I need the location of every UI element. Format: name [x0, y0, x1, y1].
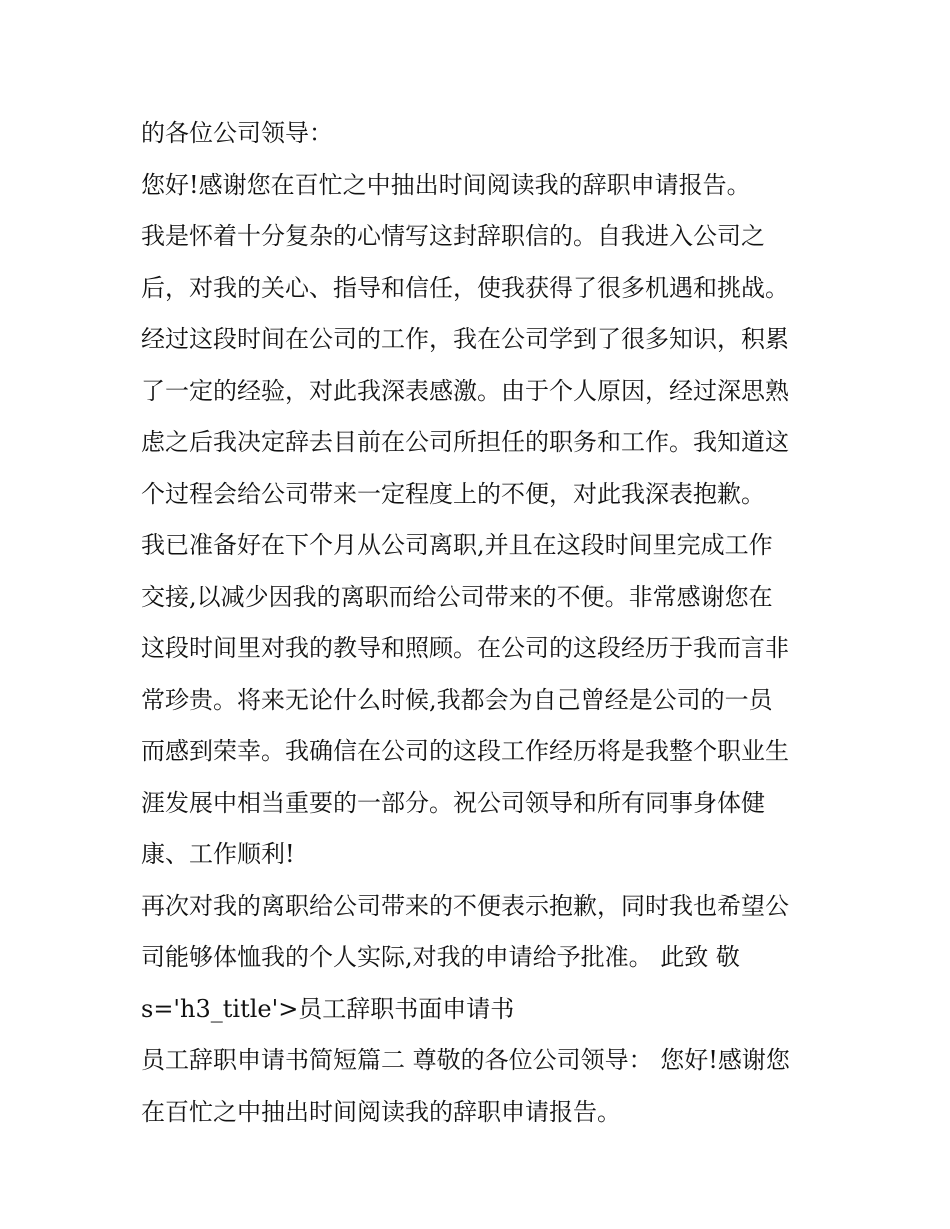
text-line: 的各位公司领导：	[141, 119, 333, 147]
text-line: 交接,以减少因我的离职而给公司带来的不便。非常感谢您在	[141, 582, 773, 611]
text-line: 了一定的经验，对此我深表感激。由于个人原因，经过深思熟	[141, 376, 789, 405]
text-line: 而感到荣幸。我确信在公司的这段工作经历将是我整个职业生	[141, 737, 789, 765]
section-heading-fragment: s='h3_title'>员工辞职书面申请书	[141, 994, 515, 1023]
text-line: 涯发展中相当重要的一部分。祝公司领导和所有同事身体健	[141, 788, 765, 817]
letter-body	[141, 108, 821, 1138]
text-line: 虑之后我决定辞去目前在公司所担任的职务和工作。我知道这	[141, 428, 789, 456]
text-line: 康、工作顺利!	[141, 840, 295, 868]
text-line: 在百忙之中抽出时间阅读我的辞职申请报告。	[141, 1097, 621, 1126]
text-line: 个过程会给公司带来一定程度上的不便，对此我深表抱歉。	[141, 479, 765, 508]
text-line: 司能够体恤我的个人实际,对我的申请给予批准。 此致 敬	[141, 943, 740, 971]
text-line: 经过这段时间在公司的工作，我在公司学到了很多知识，积累	[141, 325, 789, 353]
text-line: 再次对我的离职给公司带来的不便表示抱歉，同时我也希望公	[141, 891, 789, 920]
text-line: 员工辞职申请书简短篇二 尊敬的各位公司领导： 您好!感谢您	[141, 1046, 790, 1074]
text-line: 常珍贵。将来无论什么时候,我都会为自己曾经是公司的一员	[141, 685, 773, 714]
text-line: 后，对我的关心、指导和信任，使我获得了很多机遇和挑战。	[141, 273, 789, 302]
text-line: 我是怀着十分复杂的心情写这封辞职信的。自我进入公司之	[141, 222, 765, 250]
text-line: 您好!感谢您在百忙之中抽出时间阅读我的辞职申请报告。	[141, 170, 751, 199]
text-line: 这段时间里对我的教导和照顾。在公司的这段经历于我而言非	[141, 634, 789, 662]
text-line: 我已准备好在下个月从公司离职,并且在这段时间里完成工作	[141, 531, 773, 559]
